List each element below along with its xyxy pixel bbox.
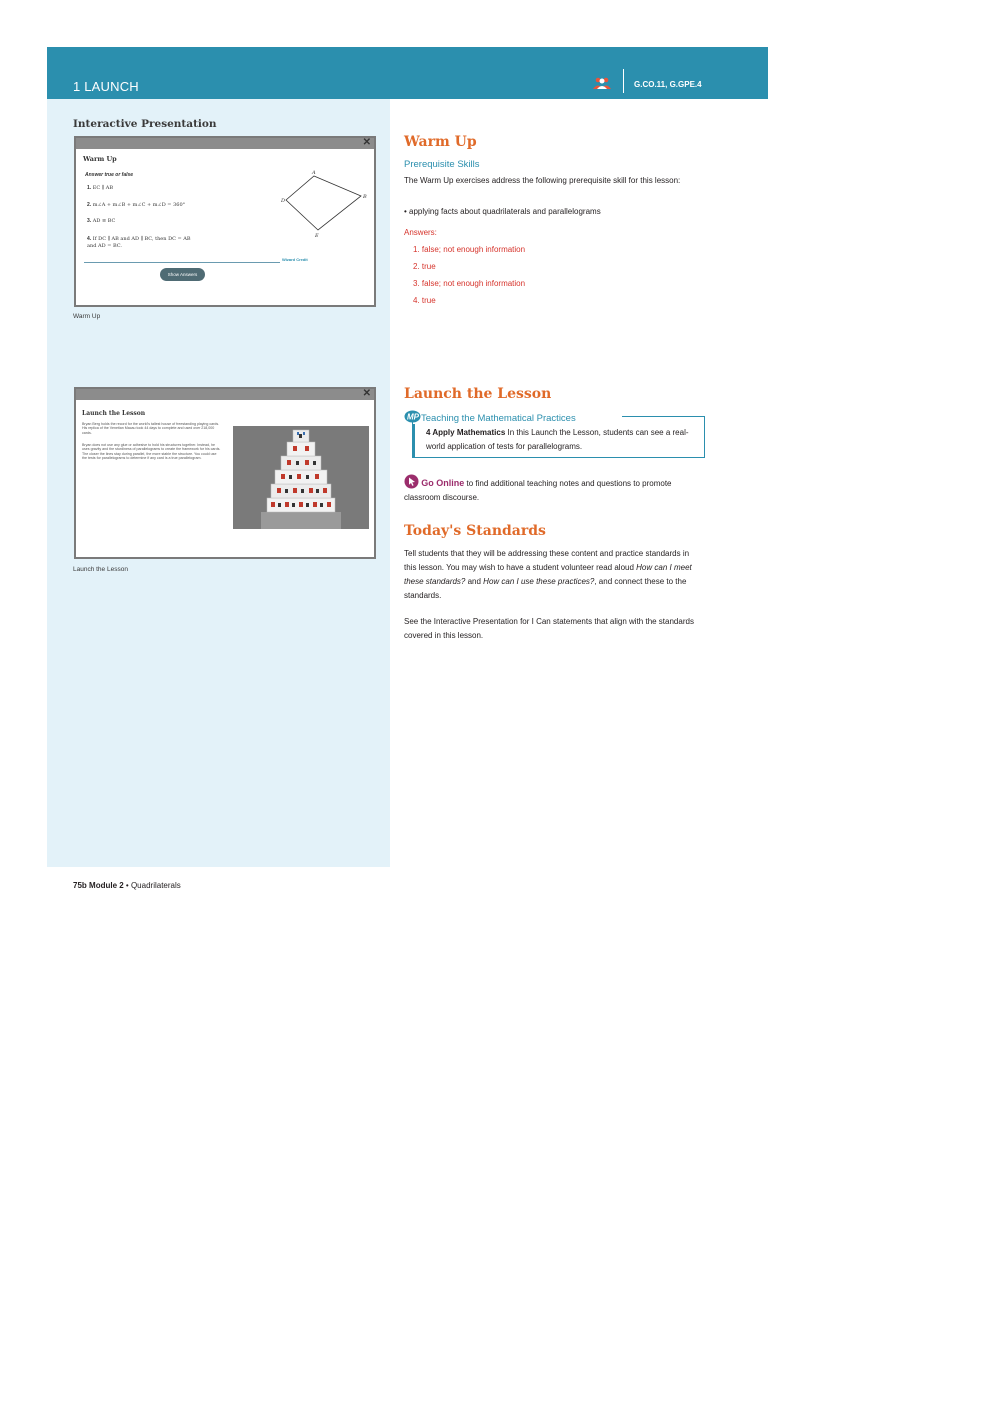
go-online-note: Go Online to find additional teaching notes and questions to promote classroom discourse.	[404, 474, 704, 505]
prerequisite-bullet: • applying facts about quadrilaterals and parallelograms	[404, 207, 601, 216]
launch-lesson-slide[interactable]	[74, 387, 376, 559]
todays-standards-heading: Today's Standards	[404, 523, 546, 539]
close-icon[interactable]: ✕	[362, 137, 371, 148]
answer-4: 4. true	[413, 296, 436, 305]
page-footer: 75b Module 2 • Quadrilaterals	[73, 881, 181, 890]
slide-divider	[84, 262, 280, 263]
slide-title: Launch the Lesson	[82, 410, 146, 417]
math-practices-heading: MP Teaching the Mathematical Practices	[404, 410, 576, 424]
answer-1: 1. false; not enough information	[413, 245, 526, 254]
box-accent-bar	[413, 424, 415, 457]
warm-up-slide[interactable]	[74, 136, 376, 307]
slide-paragraph-1: Bryan Berg holds the record for the world's tallest house of freestanding playing cards. His replica of the Venetian Macau took 44 days to complete and used over 218,000 cards.	[82, 422, 220, 435]
answer-2: 2. true	[413, 262, 436, 271]
cursor-click-icon	[404, 474, 419, 489]
credit-link[interactable]: Wizard Credit	[282, 257, 308, 262]
launch-lesson-heading: Launch the Lesson	[404, 386, 552, 402]
go-online-link[interactable]: Go Online	[421, 478, 465, 488]
standards-codes: G.CO.11, G.GPE.4	[634, 80, 702, 89]
math-practices-text: 4 Apply Mathematics In this Launch the Lesson, students can see a real-world application of tests for parallelograms.	[426, 428, 689, 451]
answers-label: Answers:	[404, 228, 437, 237]
box-top-rule	[622, 416, 704, 417]
show-answers-button[interactable]: Show Answers	[160, 268, 205, 281]
card-tower-photo	[233, 426, 369, 529]
card-tower-image	[233, 426, 369, 529]
page-number: 75b	[73, 881, 87, 890]
answer-3: 3. false; not enough information	[413, 279, 526, 288]
interactive-presentation-heading: Interactive Presentation	[73, 118, 217, 130]
warm-up-heading: Warm Up	[404, 134, 477, 150]
slide-topbar	[76, 389, 374, 400]
svg-text:MP: MP	[407, 412, 419, 422]
vertex-b: B	[363, 194, 367, 200]
standards-paragraph-2: See the Interactive Presentation for I Can statements that align with the standards covered in this lesson.	[404, 617, 694, 640]
warm-up-text: The Warm Up exercises address the following prerequisite skill for this lesson:	[404, 176, 681, 185]
slide-topbar	[76, 138, 374, 149]
mp-icon	[404, 410, 421, 423]
group-icon	[593, 77, 611, 89]
close-icon[interactable]: ✕	[362, 388, 371, 399]
header-divider	[623, 69, 624, 93]
vertex-d: D	[281, 198, 286, 204]
topic-label: Quadrilaterals	[130, 881, 181, 890]
question-1: 1. EC ∥ AB	[87, 185, 114, 191]
launch-lesson-caption: Launch the Lesson	[73, 566, 128, 573]
standards-paragraph-1: Tell students that they will be addressing these content and practice standards in this lesson. You may wish to have a student volunteer read aloud How can I meet these standards? and How can I use these practices?, and connect these to the standards.	[404, 549, 692, 600]
header-bar	[47, 47, 768, 99]
question-4-continued: and AD = BC.	[87, 243, 122, 249]
question-2: 2. m∠A + m∠B + m∠C + m∠D = 360°	[87, 202, 186, 208]
warm-up-caption: Warm Up	[73, 313, 101, 320]
module-label: Module 2	[89, 881, 124, 890]
vertex-a: A	[312, 170, 316, 176]
vertex-e: E	[315, 233, 319, 239]
slide-title: Warm Up	[83, 155, 117, 163]
question-4: 4. If DC ∥ AB and AD ∥ BC, then DC = AB	[87, 236, 191, 242]
prerequisite-skills-heading: Prerequisite Skills	[404, 159, 480, 170]
slide-instructions: Answer true or false	[85, 172, 134, 178]
slide-paragraph-2: Bryan does not use any glue or adhesive to hold his structures together. Instead, he uses gravity and the sturdiness of parallelograms to create the framework for his cards. The closer the lines stay during parallel, the more stable the structure. You could use the tests for parallelograms to determine if any card is a true parallelogram.	[82, 443, 221, 460]
question-3: 3. AD ≅ BC	[87, 218, 116, 224]
parallelogram-diagram	[281, 168, 373, 240]
section-title: 1 LAUNCH	[73, 79, 139, 94]
